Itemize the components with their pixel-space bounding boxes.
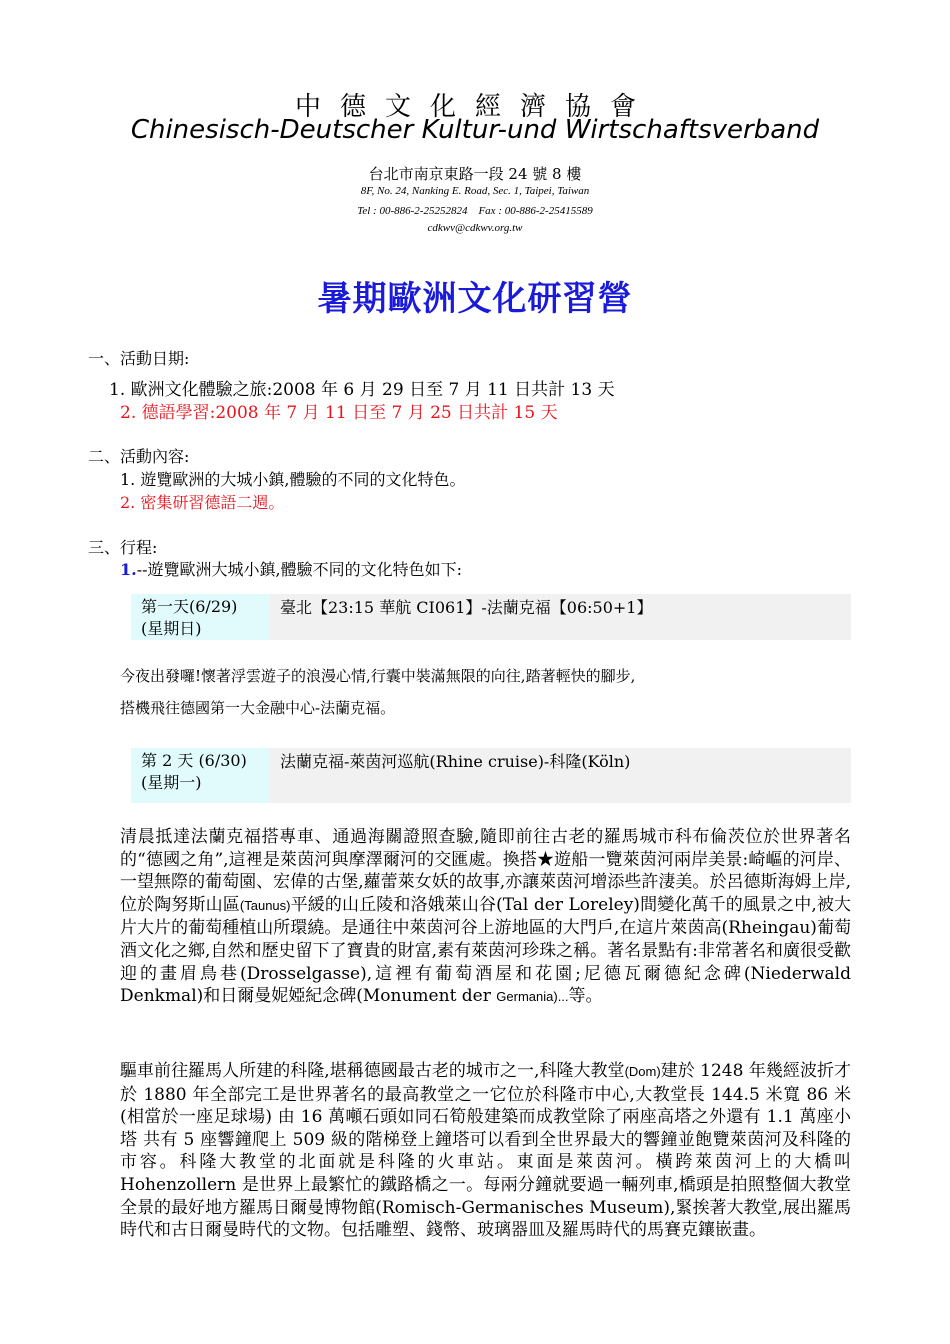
section2-item1: 1. 遊覽歐洲的大城小鎮,體驗的不同的文化特色。	[120, 470, 466, 489]
day2-paragraph-1	[120, 826, 851, 1009]
day2-weekday: (星期一)	[141, 773, 202, 792]
day1-label	[131, 594, 270, 640]
address-english: 8F, No. 24, Nanking E. Road, Sec. 1, Taipei, Taiwan	[360, 185, 590, 197]
day2-paragraph-1-text-a: 清晨抵達法蘭克福搭專車、通過海關證照查驗,隨即前往古老的羅馬城市科布倫茨位於世界著名的“德國之角”,這裡是萊茵河與摩澤爾河的交匯處。換搭★遊船一覽萊茵河兩岸美景:崎嶇的河岸、一望無際的葡萄園、宏偉的古堡,蘿蕾萊女妖的故事,亦讓萊茵河增添些許淒美。於呂德斯海姆上岸,位於陶努斯山區	[120, 827, 851, 915]
day1-description-line2: 搭機飛往德國第一大金融中心-法蘭克福。	[120, 699, 396, 717]
day2-date: 第 2 天 (6/30)	[141, 751, 247, 770]
section3-intro	[120, 559, 462, 581]
day2-paragraph-2-dom: (Dom)	[624, 1064, 661, 1079]
section1-heading: 一、活動日期:	[88, 349, 190, 368]
day1-route: 臺北【23:15 華航 CI061】-法蘭克福【06:50+1】	[280, 598, 653, 617]
day1-date: 第一天(6/29)	[141, 597, 238, 616]
section2-heading: 二、活動內容:	[88, 447, 190, 466]
section3-heading: 三、行程:	[88, 538, 158, 557]
day2-paragraph-2	[120, 1060, 851, 1242]
day2-label	[131, 748, 270, 803]
section3-intro-number: 1.	[120, 560, 137, 579]
organization-name-chinese: 中德文化經濟協會	[294, 92, 655, 122]
day2-paragraph-2-text-b: 建於 1248 年幾經波折才於 1880 年全部完工是世界著名的最高教堂之一它位於科隆市中心,大教堂長 144.5 米寬 86 米 (相當於一座足球場) 由 16 萬噸石頭如同石筍般建築而成教堂除了兩座高塔之外還有 1.1 萬座小塔 共有 5 座響鐘爬上 509 級的階梯登上鐘塔可以看到全世界最大的響鐘並飽覽萊茵河及科隆的市容。科隆大教堂的北面就是科隆的火車站。東面是萊茵河。橫跨萊茵河上的大橋叫 Hohenzollern 是世界上最繁忙的鐵路橋之一。每兩分鐘就要過一輛列車,橋頭是拍照整個大教堂全景的最好地方羅馬日爾曼博物館(Romisch-Germanisches Museum),緊挨著大教堂,展出羅馬時代和古日爾曼時代的文物。包括雕塑、錢幣、玻璃器皿及羅馬時代的馬賽克鑲嵌畫。	[120, 1061, 851, 1241]
day2-paragraph-1-taunus: (Taunus)	[239, 897, 291, 913]
document-title: 暑期歐洲文化研習營	[317, 279, 633, 319]
section1-item2: 2. 德語學習:2008 年 7 月 11 日至 7 月 25 日共計 15 天	[120, 403, 558, 423]
section2-item2: 2. 密集研習德語二週。	[120, 493, 285, 512]
contact-email: cdkwv@cdkwv.org.tw	[427, 222, 523, 234]
day1-weekday: (星期日)	[141, 619, 202, 638]
day2-paragraph-1-germania: Germania)...	[496, 989, 569, 1005]
organization-name-german: Chinesisch-Deutscher Kultur-und Wirtschaftsverband	[130, 115, 820, 145]
day2-paragraph-1-end: 等。	[568, 986, 603, 1007]
day2-row	[131, 748, 851, 803]
day2-route: 法蘭克福-萊茵河巡航(Rhine cruise)-科隆(Köln)	[280, 752, 631, 771]
address-chinese: 台北市南京東路一段 24 號 8 樓	[368, 165, 582, 183]
day2-paragraph-1-text-b: 平緩的山丘陵和洛娥萊山谷(Tal der Loreley)間變化萬千的風景之中,被大片大片的葡萄種植山所環繞。是通往中萊茵河谷上游地區的大門戶,在這片萊茵高(Rheingau)葡萄酒文化之鄉,自然和歷史留下了寶貴的財富,素有萊茵河珍珠之稱。著名景點有:非常著名和廣很受歡迎的畫眉鳥巷(Drosselgasse),這裡有葡萄酒屋和花園;尼德瓦爾德紀念碑(Niederwald Denkmal)和日爾曼妮婭紀念碑(Monument der	[120, 894, 852, 1007]
section1-item1: 1. 歐洲文化體驗之旅:2008 年 6 月 29 日至 7 月 11 日共計 13 天	[109, 380, 615, 400]
day1-row	[131, 594, 851, 640]
day2-paragraph-2-text-a: 驅車前往羅馬人所建的科隆,堪稱德國最古老的城市之一,科隆大教堂	[120, 1061, 625, 1081]
section3-intro-text: --遊覽歐洲大城小鎮,體驗不同的文化特色如下:	[136, 560, 462, 579]
day1-description-line1: 今夜出發囉!懷著浮雲遊子的浪漫心情,行囊中裝滿無限的向往,踏著輕快的腳步,	[120, 667, 636, 685]
contact-phone-fax: Tel : 00-886-2-25252824 Fax : 00-886-2-25415589	[357, 205, 593, 217]
